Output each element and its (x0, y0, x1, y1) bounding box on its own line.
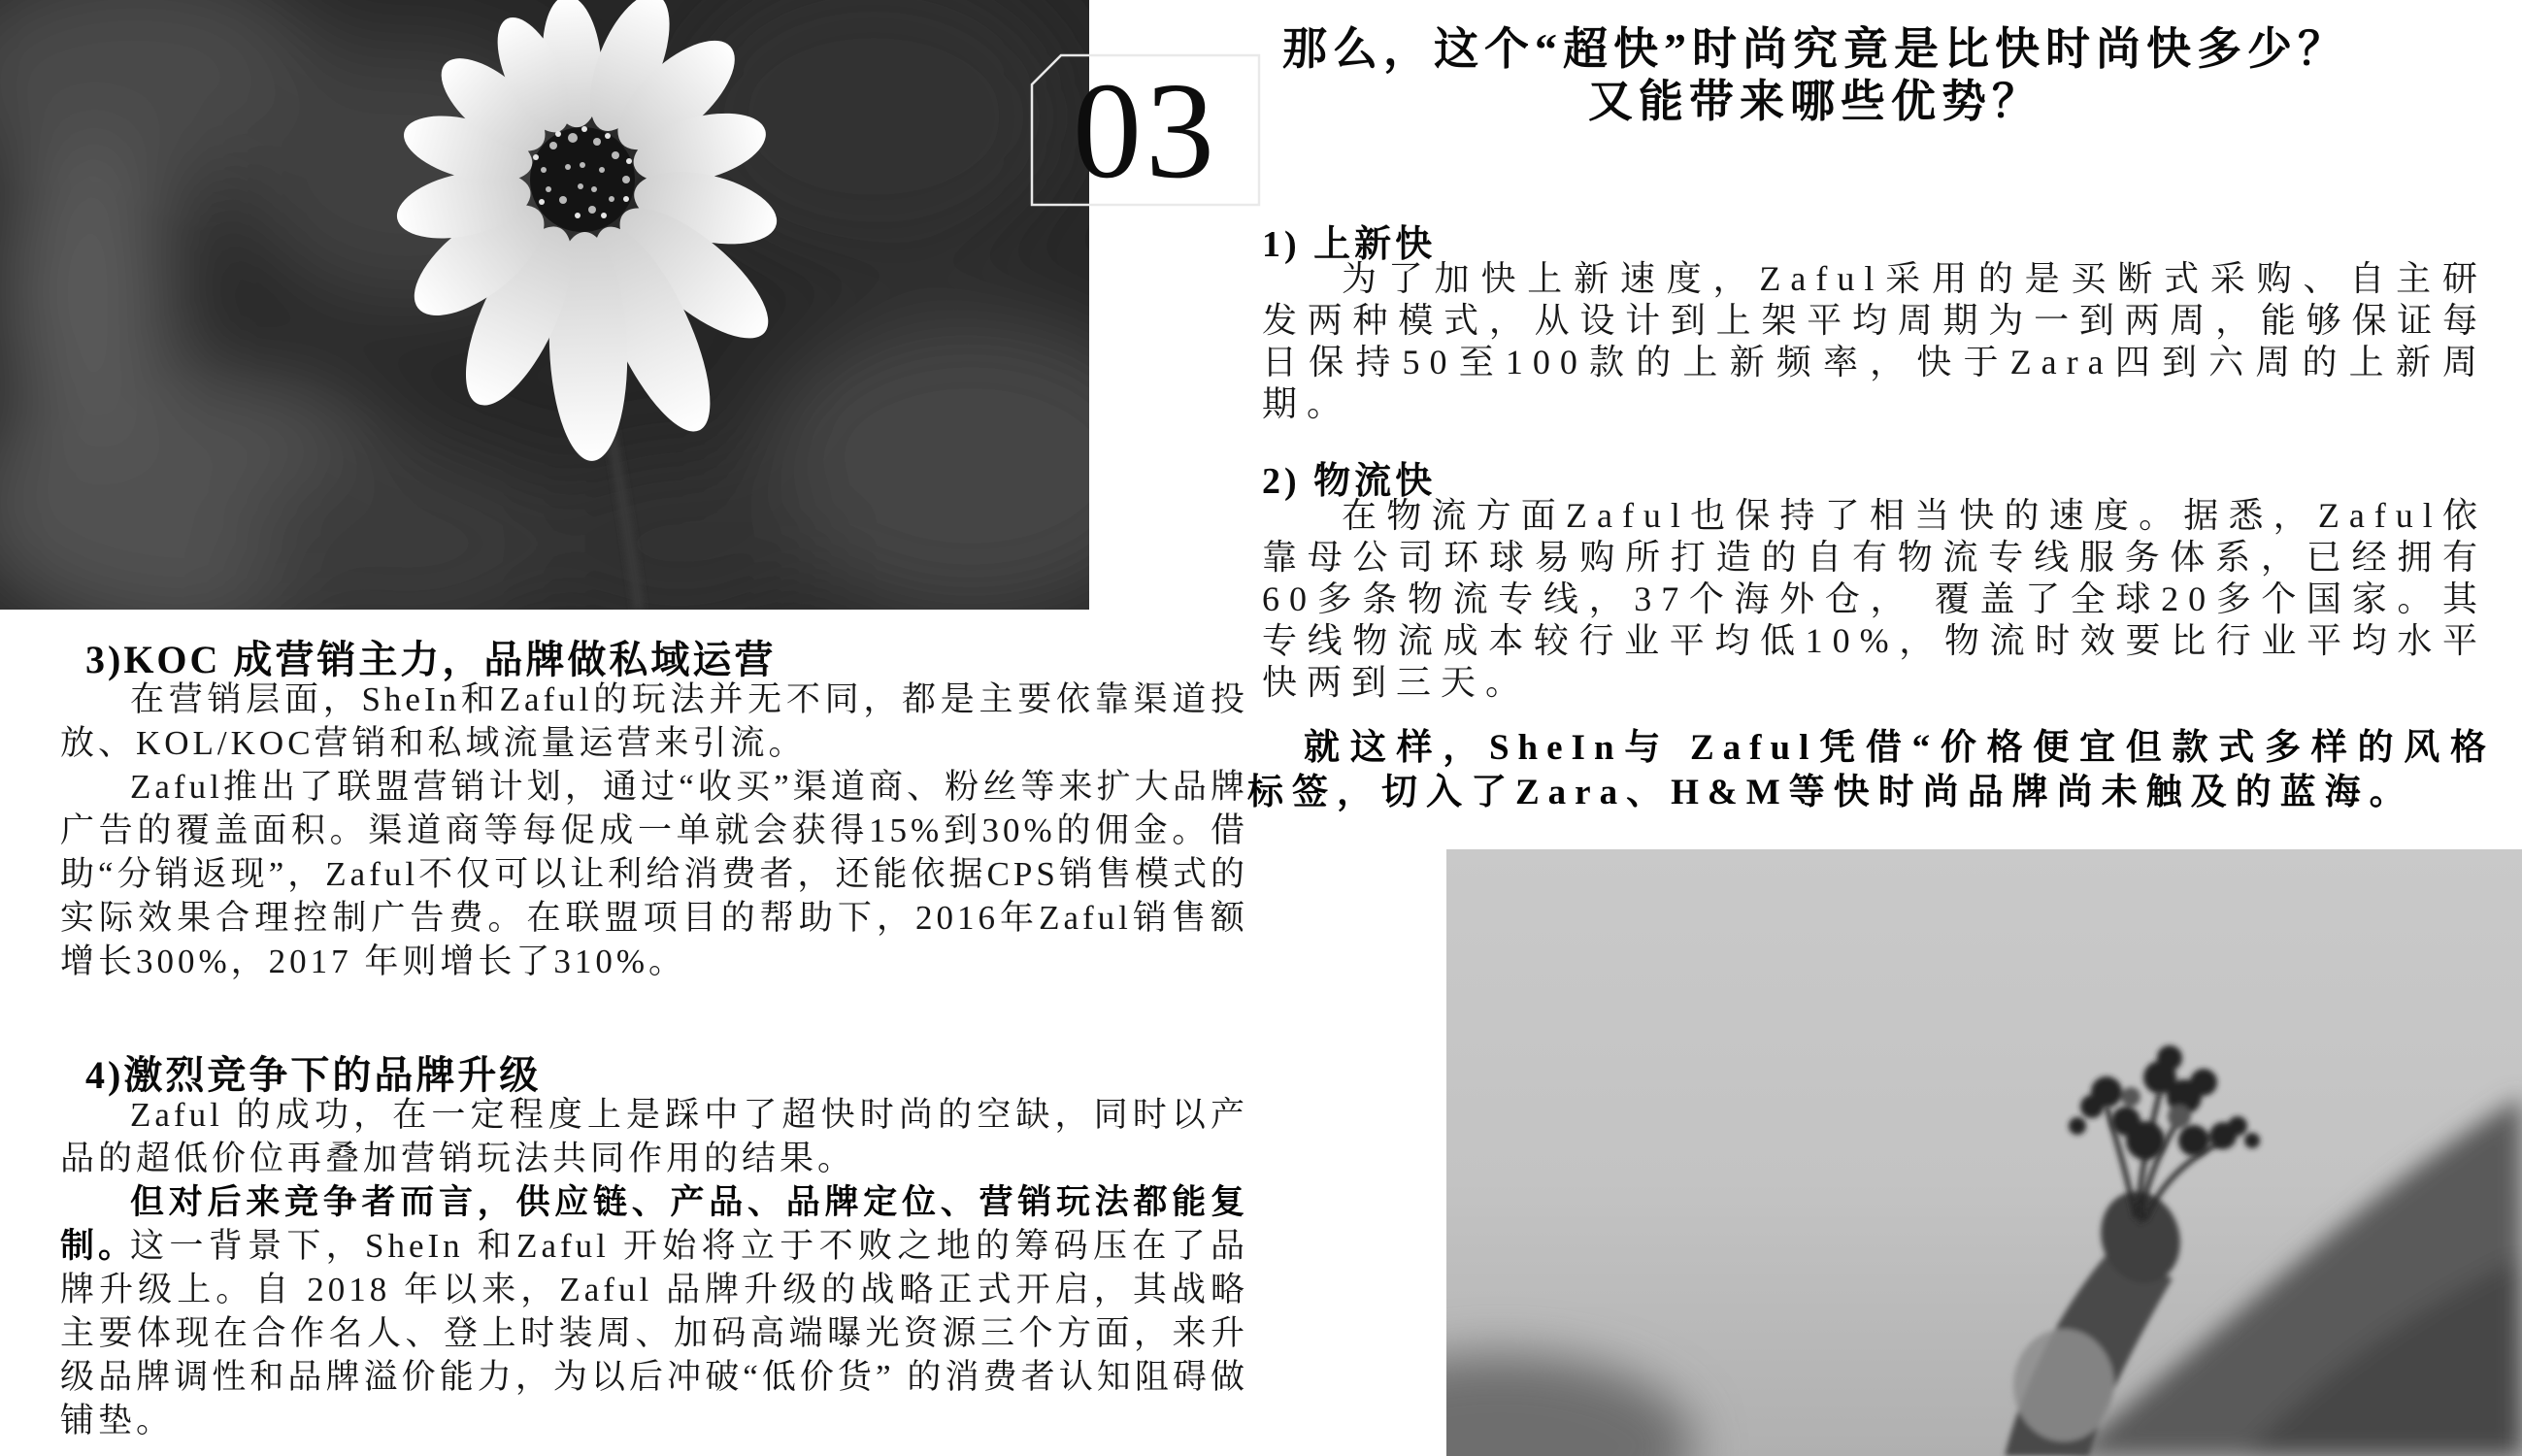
page-title-line2: 又能带来哪些优势？ (1588, 77, 2042, 126)
section4-paragraph-3: 这一背景下，SheIn 和Zaful 开始将立于不败之地的筹码压在了品牌升级上。自 2018 年以来，Zaful 品牌升级的战略正式开启，其战略主要体现在合作名人、登上时装周、加码高端曝光资源三个方面，来升级品牌调性和品牌溢价能力，为以后冲破“低价货” 的消费者认知阻碍做铺垫。 (60, 1227, 1248, 1439)
section3-paragraph-2: Zaful推出了联盟营销计划，通过“收买”渠道商、粉丝等来扩大品牌广告的覆盖面积。渠道商等每促成一单就会获得15%到30%的佣金。借助“分销返现”，Zaful不仅可以让利给消费者，还能依据CPS销售模式的实际效果合理控制广告费。在联盟项目的帮助下，2016年Zaful销售额增长300%，2017 年则增长了310%。 (60, 768, 1248, 980)
page-title (1257, 23, 2373, 128)
section2-heading: 2) 物流快 (1262, 461, 1437, 502)
flower-photo-art (0, 0, 1089, 610)
hand-photo (1446, 849, 2522, 1456)
section4-paragraph-1: Zaful 的成功，在一定程度上是踩中了超快时尚的空缺，同时以产品的超低价位再叠加营销玩法共同作用的结果。 (60, 1096, 1248, 1177)
section1-heading: 1) 上新快 (1262, 224, 1437, 265)
conclusion-paragraph: 就这样，SheIn与 Zaful凭借“价格便宜但款式多样的风格标签，切入了Zara、H&M等快时尚品牌尚未触及的蓝海。 (1247, 728, 2495, 812)
section2-body: 在物流方面Zaful也保持了相当快的速度。据悉，Zaful依靠母公司环球易购所打造的自有物流专线服务体系，已经拥有60多条物流专线，37个海外仓， 覆盖了全球20多个国家。其专线物流成本较行业平均低10%，物流时效要比行业平均水平快两到三天。 (1262, 496, 2487, 702)
section3-paragraph-1: 在营销层面，SheIn和Zaful的玩法并无不同，都是主要依靠渠道投放、KOL/KOC营销和私域流量运营来引流。 (60, 680, 1248, 762)
section1-body: 为了加快上新速度，Zaful采用的是买断式采购、自主研发两种模式，从设计到上架平均周期为一到两周，能够保证每日保持50至100款的上新频率，快于Zara四到六周的上新周期。 (1262, 259, 2487, 423)
section3-heading: 3)KOC 成营销主力，品牌做私域运营 (85, 638, 777, 681)
hand-photo-art (1446, 849, 2522, 1456)
section4-paragraph-bold: 但对后来竞争者而言，供应链、产品、品牌定位、营销玩法都能复制。 (60, 1183, 1248, 1265)
section4-heading: 4)激烈竞争下的品牌升级 (85, 1053, 542, 1097)
chapter-number: 03 (1073, 53, 1218, 207)
page-title-line1: 那么，这个“超快”时尚究竟是比快时尚快多少？ (1282, 24, 2348, 74)
flower-photo (0, 0, 1089, 610)
chapter-number-box (1030, 53, 1261, 207)
